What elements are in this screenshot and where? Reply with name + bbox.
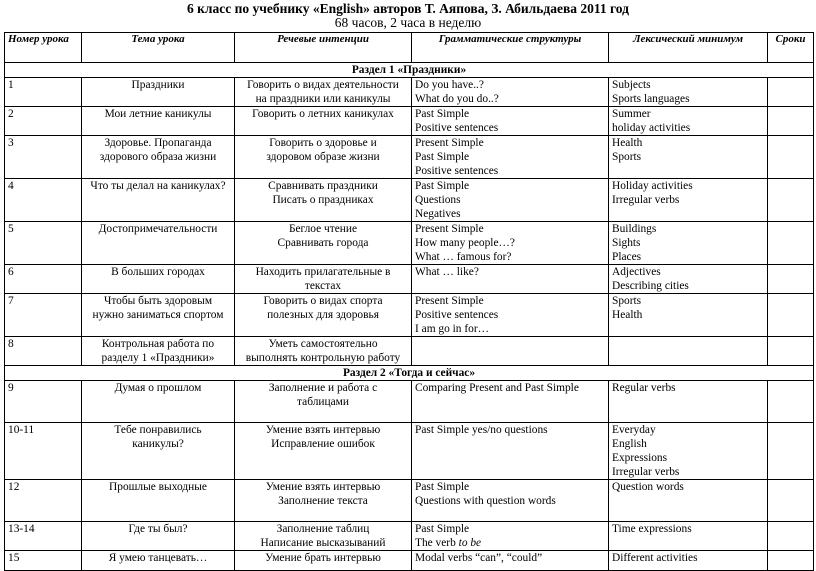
speech-intentions-line: Сравнивать праздники xyxy=(268,180,378,192)
grammar-structures xyxy=(412,294,609,337)
lesson-number: 5 xyxy=(5,222,82,265)
header-speech-intentions: Речевые интенции xyxy=(235,33,412,63)
grammar-structures-line: Past Simple xyxy=(415,481,470,493)
speech-intentions xyxy=(235,222,412,265)
lexical-minimum xyxy=(609,522,768,551)
lesson-dates xyxy=(768,522,814,551)
lesson-topic-line: каникулы? xyxy=(132,438,184,450)
lesson-topic-line: Мои летние каникулы xyxy=(104,108,212,120)
grammar-structures-line: Past Simple xyxy=(415,108,470,120)
table-body xyxy=(5,63,814,571)
table-row xyxy=(5,294,814,337)
table-row xyxy=(5,136,814,179)
speech-intentions-line: Уметь самостоятельно xyxy=(268,338,378,350)
speech-intentions-line: Заполнение и работа с xyxy=(268,382,378,394)
lexical-minimum-line: Sports xyxy=(612,151,642,163)
speech-intentions xyxy=(235,136,412,179)
lesson-dates xyxy=(768,294,814,337)
table-row xyxy=(5,381,814,423)
lesson-dates xyxy=(768,423,814,480)
speech-intentions xyxy=(235,179,412,222)
grammar-structures xyxy=(412,423,609,480)
grammar-structures-line: Present Simple xyxy=(415,295,484,307)
lexical-minimum-line: Time expressions xyxy=(612,523,692,535)
lexical-minimum-line: Places xyxy=(612,251,642,263)
table-row xyxy=(5,423,814,480)
lesson-topic-line: здорового образа жизни xyxy=(99,151,217,163)
lesson-dates xyxy=(768,136,814,179)
lexical-minimum-line: holiday activities xyxy=(612,122,691,134)
speech-intentions-line: Исправление ошибок xyxy=(271,438,375,450)
grammar-structures-line: Questions with question words xyxy=(415,495,556,507)
lexical-minimum-line: Irregular verbs xyxy=(612,194,680,206)
grammar-structures-line: Positive sentences xyxy=(415,309,499,321)
grammar-structures xyxy=(412,480,609,522)
speech-intentions-line: на праздники или каникулы xyxy=(255,93,391,105)
speech-intentions-line: Говорить о здоровье и xyxy=(269,137,377,149)
lesson-number: 9 xyxy=(5,381,82,423)
speech-intentions xyxy=(235,423,412,480)
speech-intentions xyxy=(235,78,412,107)
speech-intentions-line: выполнять контрольную работу xyxy=(245,352,401,364)
grammar-structures-line: What … like? xyxy=(415,266,479,278)
grammar-structures xyxy=(412,179,609,222)
lesson-number: 12 xyxy=(5,480,82,522)
lexical-minimum-line: English xyxy=(612,438,647,450)
grammar-structures xyxy=(412,522,609,551)
lexical-minimum xyxy=(609,423,768,480)
speech-intentions-line: Умение взять интервью xyxy=(265,424,381,436)
lesson-topic-line: Праздники xyxy=(131,79,185,91)
lexical-minimum-line: Irregular verbs xyxy=(612,466,680,478)
grammar-structures-line: Past Simple xyxy=(415,180,470,192)
document-title: 6 класс по учебнику «English» авторов Т. Аяпова, З. Абильдаева 2011 год xyxy=(187,1,629,16)
lesson-number: 3 xyxy=(5,136,82,179)
grammar-structures-line: Past Simple xyxy=(415,523,470,535)
lesson-dates xyxy=(768,265,814,294)
speech-intentions-line: текстах xyxy=(304,280,342,292)
lexical-minimum-line: Different activities xyxy=(612,552,698,564)
grammar-structures-line: Questions xyxy=(415,194,461,206)
lexical-minimum-line: Everyday xyxy=(612,424,656,436)
lesson-number: 8 xyxy=(5,337,82,366)
speech-intentions xyxy=(235,107,412,136)
speech-intentions-line: Умение брать интервью xyxy=(265,552,381,564)
lexical-minimum xyxy=(609,78,768,107)
grammar-structures xyxy=(412,78,609,107)
grammar-structures-line: Present Simple xyxy=(415,223,484,235)
lexical-minimum-line: Sports languages xyxy=(612,93,690,105)
table-row xyxy=(5,222,814,265)
lesson-topic-line: Достопримечательности xyxy=(98,223,218,235)
lesson-topic xyxy=(82,423,235,480)
lesson-dates xyxy=(768,222,814,265)
header-lesson-number: Номер урока xyxy=(5,33,82,63)
grammar-structures-line: Past Simple xyxy=(415,151,470,163)
table-row xyxy=(5,107,814,136)
header-row xyxy=(5,33,814,63)
grammar-structures xyxy=(412,222,609,265)
lesson-topic xyxy=(82,480,235,522)
grammar-structures xyxy=(412,136,609,179)
speech-intentions-line: Сравнивать города xyxy=(277,237,369,249)
speech-intentions-line: Говорить о видах спорта xyxy=(263,295,383,307)
lesson-number: 10-11 xyxy=(5,423,82,480)
header-grammar: Грамматические структуры xyxy=(412,33,609,63)
lesson-topic-line: Чтобы быть здоровым xyxy=(103,295,213,307)
lesson-topic xyxy=(82,265,235,294)
lesson-number: 6 xyxy=(5,265,82,294)
lexical-minimum-line: Health xyxy=(612,137,643,149)
lesson-dates xyxy=(768,179,814,222)
lesson-topic-line: Контрольная работа по xyxy=(101,338,215,350)
lesson-topic-line: Думая о прошлом xyxy=(114,382,202,394)
lesson-topic-line: Я умею танцевать… xyxy=(108,552,208,564)
lesson-topic xyxy=(82,294,235,337)
grammar-structures-line: Positive sentences xyxy=(415,122,499,134)
lesson-topic xyxy=(82,78,235,107)
lesson-dates xyxy=(768,480,814,522)
speech-intentions-line: Заполнение текста xyxy=(278,495,368,507)
lexical-minimum-line: Sights xyxy=(612,237,641,249)
speech-intentions-line: Умение взять интервью xyxy=(265,481,381,493)
lexical-minimum xyxy=(609,381,768,423)
lesson-dates xyxy=(768,107,814,136)
lexical-minimum-line: Holiday activities xyxy=(612,180,693,192)
lesson-topic-line: разделу 1 «Праздники» xyxy=(101,352,215,364)
speech-intentions xyxy=(235,522,412,551)
lesson-number: 4 xyxy=(5,179,82,222)
lesson-topic xyxy=(82,381,235,423)
speech-intentions-line: Говорить о видах деятельности xyxy=(247,79,399,91)
lexical-minimum-line: Health xyxy=(612,309,643,321)
lexical-minimum xyxy=(609,107,768,136)
table-row xyxy=(5,78,814,107)
lesson-dates xyxy=(768,78,814,107)
lesson-number: 1 xyxy=(5,78,82,107)
lesson-topic-line: Тебе понравились xyxy=(114,424,202,436)
speech-intentions-line: Заполнение таблиц xyxy=(276,523,370,535)
grammar-structures-line: Negatives xyxy=(415,208,461,220)
table-row xyxy=(5,480,814,522)
lexical-minimum-line: Regular verbs xyxy=(612,382,676,394)
lesson-topic xyxy=(82,179,235,222)
lexical-minimum-line: Expressions xyxy=(612,452,668,464)
lexical-minimum xyxy=(609,294,768,337)
grammar-structures-line: The verb to be xyxy=(415,537,482,549)
lesson-dates xyxy=(768,337,814,366)
speech-intentions-line: Говорить о летних каникулах xyxy=(252,108,394,120)
table-row xyxy=(5,522,814,551)
grammar-structures-line: Modal verbs “can”, “could” xyxy=(415,552,543,564)
lexical-minimum xyxy=(609,337,768,366)
speech-intentions-line: таблицами xyxy=(297,396,349,408)
lesson-topic-line: В больших городах xyxy=(111,266,205,278)
grammar-structures xyxy=(412,107,609,136)
lesson-plan-table xyxy=(4,32,814,571)
speech-intentions xyxy=(235,294,412,337)
lexical-minimum xyxy=(609,480,768,522)
section-row xyxy=(5,63,814,78)
table-row xyxy=(5,179,814,222)
speech-intentions-line: здоровом образе жизни xyxy=(266,151,380,163)
lesson-topic-line: Что ты делал на каникулах? xyxy=(90,180,226,192)
lesson-topic-line: Где ты был? xyxy=(128,523,188,535)
lesson-topic-line: Прошлые выходные xyxy=(109,481,207,493)
lesson-topic xyxy=(82,522,235,551)
grammar-structures xyxy=(412,265,609,294)
lesson-topic-line: Здоровье. Пропаганда xyxy=(104,137,212,149)
speech-intentions xyxy=(235,337,412,366)
table-row xyxy=(5,551,814,571)
lesson-topic xyxy=(82,551,235,571)
lesson-topic xyxy=(82,107,235,136)
speech-intentions-line: Беглое чтение xyxy=(288,223,358,235)
section-title: Раздел 1 «Праздники» xyxy=(5,63,814,78)
speech-intentions-line: Писать о праздниках xyxy=(272,194,374,206)
header-lexis: Лексический минимум xyxy=(609,33,768,63)
table-row xyxy=(5,265,814,294)
grammar-structures xyxy=(412,551,609,571)
lexical-minimum xyxy=(609,551,768,571)
lexical-minimum-line: Describing cities xyxy=(612,280,689,292)
grammar-structures-line: How many people…? xyxy=(415,237,515,249)
lesson-number: 2 xyxy=(5,107,82,136)
speech-intentions xyxy=(235,551,412,571)
grammar-structures xyxy=(412,381,609,423)
lexical-minimum-line: Buildings xyxy=(612,223,657,235)
lesson-dates xyxy=(768,551,814,571)
grammar-structures-line: What … famous for? xyxy=(415,251,512,263)
grammar-structures-line: Past Simple yes/no questions xyxy=(415,424,548,436)
lesson-dates xyxy=(768,381,814,423)
lesson-topic xyxy=(82,136,235,179)
lexical-minimum-line: Subjects xyxy=(612,79,651,91)
lexical-minimum-line: Summer xyxy=(612,108,651,120)
speech-intentions-line: Написание высказываний xyxy=(260,537,386,549)
speech-intentions xyxy=(235,381,412,423)
grammar-structures-line: Comparing Present and Past Simple xyxy=(415,382,579,394)
grammar-structures-line: Positive sentences xyxy=(415,165,499,177)
section-row xyxy=(5,366,814,381)
lexical-minimum xyxy=(609,179,768,222)
header-dates: Сроки xyxy=(768,33,814,63)
document-subtitle: 68 часов, 2 часа в неделю xyxy=(334,15,482,30)
header-topic: Тема урока xyxy=(82,33,235,63)
section-title: Раздел 2 «Тогда и сейчас» xyxy=(5,366,814,381)
speech-intentions-line: полезных для здоровья xyxy=(267,309,379,321)
table-row xyxy=(5,337,814,366)
lesson-number: 13-14 xyxy=(5,522,82,551)
lesson-topic-line: нужно заниматься спортом xyxy=(92,309,224,321)
lesson-number: 7 xyxy=(5,294,82,337)
lesson-topic xyxy=(82,222,235,265)
lexical-minimum-line: Adjectives xyxy=(612,266,661,278)
grammar-structures-line: What do you do..? xyxy=(415,93,499,105)
speech-intentions xyxy=(235,265,412,294)
lexical-minimum xyxy=(609,136,768,179)
lexical-minimum xyxy=(609,222,768,265)
grammar-structures-line: Do you have..? xyxy=(415,79,484,91)
lesson-topic xyxy=(82,337,235,366)
speech-intentions-line: Находить прилагательные в xyxy=(255,266,391,278)
lexical-minimum-line: Question words xyxy=(612,481,684,493)
lesson-number: 15 xyxy=(5,551,82,571)
lexical-minimum xyxy=(609,265,768,294)
lexical-minimum-line: Sports xyxy=(612,295,642,307)
grammar-structures-line: I am go in for… xyxy=(415,323,490,335)
grammar-structures xyxy=(412,337,609,366)
grammar-structures-line: Present Simple xyxy=(415,137,484,149)
speech-intentions xyxy=(235,480,412,522)
